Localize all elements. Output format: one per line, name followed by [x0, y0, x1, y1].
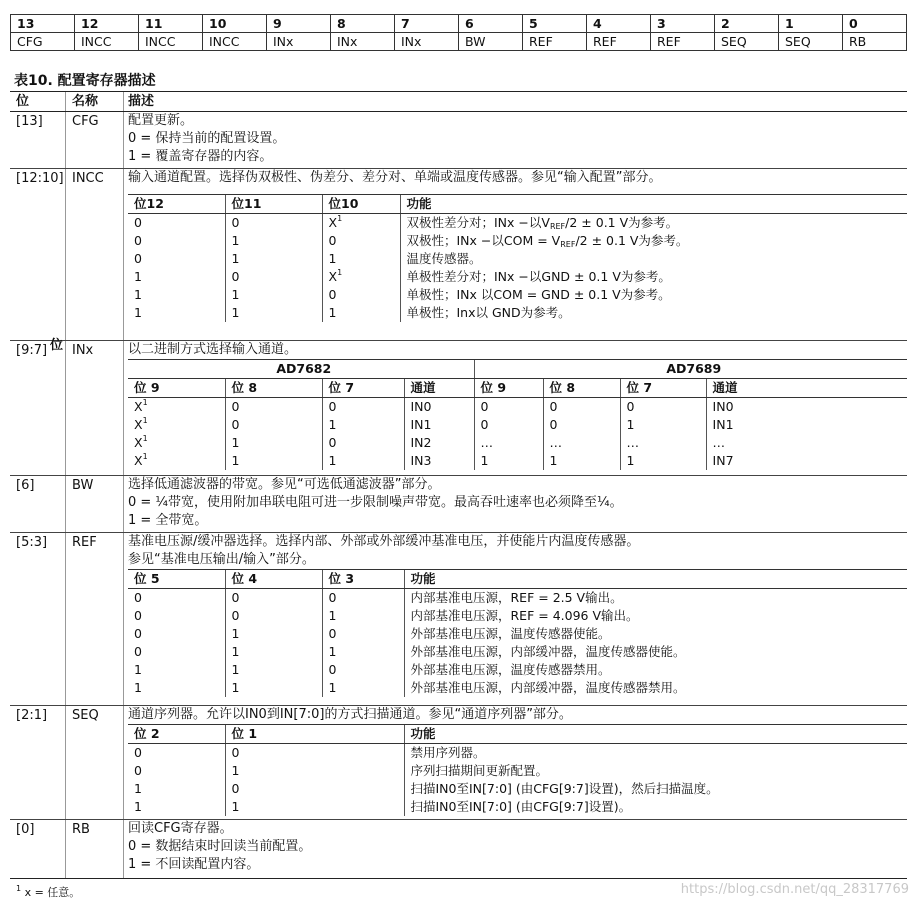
column-header-name: 名称	[66, 92, 124, 111]
name-cell: RB	[66, 820, 124, 878]
function-text: 单极性；Inx以 GND为参考。	[406, 305, 571, 320]
description-cell	[124, 820, 907, 878]
description-cell	[124, 706, 907, 819]
subtable-row	[128, 589, 907, 608]
cell-value: 0	[231, 269, 240, 284]
subtable-header: 通道	[706, 379, 907, 398]
subtable-cell: 1	[225, 798, 404, 816]
subtable-cell	[543, 452, 620, 470]
footnote-text: x = 任意。	[21, 886, 81, 899]
subtable-cell	[474, 434, 543, 452]
subtable-cell	[543, 416, 620, 434]
subtable-header: 功能	[400, 195, 907, 214]
function-text: 双极性；INx −以COM = V	[406, 233, 561, 248]
cell-value: 1	[328, 453, 337, 468]
description-line: 通道序列器。允许以IN0到IN[7:0]的方式扫描通道。参见“通道序列器”部分。	[128, 707, 572, 722]
bit-number-cell: 13	[11, 15, 75, 33]
subtable-cell: 0	[134, 626, 142, 641]
function-cell	[400, 250, 907, 268]
subtable-header: 位 9	[474, 379, 543, 398]
function-cell	[400, 304, 907, 322]
subtable-cell: 1	[225, 643, 322, 661]
cell-value: 0	[626, 399, 635, 414]
subtable-header: 位 1	[225, 725, 404, 744]
column-header-description: 描述	[128, 94, 155, 109]
cell-value: 1	[231, 251, 240, 266]
subtable-cell	[128, 268, 225, 286]
subtable-row	[128, 268, 907, 286]
cell-value: 0	[231, 215, 240, 230]
subtable-row	[128, 679, 907, 697]
table-row-cfg	[10, 112, 907, 169]
subtable-cell	[322, 452, 404, 470]
subtable-cell	[404, 452, 474, 470]
subtable-cell: 内部基准电压源，REF = 2.5 V输出。	[404, 589, 907, 608]
function-text: 温度传感器。	[406, 251, 482, 266]
function-cell	[400, 286, 907, 304]
cell-value: IN0	[712, 399, 734, 414]
cell-value: 0	[134, 215, 142, 230]
bit-cell: [2:1]	[10, 706, 66, 819]
subtable-header: 位10	[322, 195, 400, 214]
subtable-cell: 外部基准电压源，温度传感器使能。	[404, 625, 907, 643]
subtable-cell: 扫描IN0至IN[7:0] (由CFG[9:7]设置)，然后扫描温度。	[404, 780, 907, 798]
subtable-row	[128, 214, 907, 233]
subtable-cell	[474, 452, 543, 470]
cell-value: 1	[328, 417, 337, 432]
footnote-mark: 1	[142, 398, 148, 407]
description-cell	[124, 169, 907, 340]
subtable-cell: 扫描IN0至IN[7:0] (由CFG[9:7]设置)。	[404, 798, 907, 816]
bit-name-cell: INx	[267, 33, 331, 51]
subtable-cell	[322, 434, 404, 452]
subtable-row	[128, 661, 907, 679]
subtable-cell: 1	[322, 607, 404, 625]
cell-value: 1	[231, 287, 240, 302]
bit-cell: [0]	[10, 820, 66, 878]
bit-number-cell: 2	[715, 15, 779, 33]
cell-value: 0	[328, 399, 337, 414]
subtable-cell: 1	[134, 781, 142, 796]
subtable-cell	[128, 398, 225, 417]
subtable-cell	[225, 398, 322, 417]
footnote-mark: 1	[142, 434, 148, 443]
subtable-header: 位 8	[543, 379, 620, 398]
subtable-cell	[128, 232, 225, 250]
subtable-cell	[128, 304, 225, 322]
subtable-cell	[404, 416, 474, 434]
subtable-cell	[543, 398, 620, 417]
incc-subtable	[128, 194, 907, 322]
subtable-cell: 1	[225, 762, 404, 780]
table-row-incc	[10, 169, 907, 341]
subtable-row	[128, 416, 907, 434]
cell-value: 0	[134, 251, 142, 266]
bit-name-cell: INCC	[203, 33, 267, 51]
bit-name-cell: BW	[459, 33, 523, 51]
cell-value: IN1	[410, 417, 432, 432]
subtable-cell	[322, 286, 400, 304]
subtable-cell: 0	[225, 589, 322, 608]
subtable-cell	[620, 434, 706, 452]
bit-number-cell: 8	[331, 15, 395, 33]
subtable-cell	[225, 304, 322, 322]
subtable-cell	[706, 434, 907, 452]
config-register-table	[10, 91, 907, 879]
subtable-cell: 1	[134, 680, 142, 695]
ref-subtable	[128, 569, 907, 697]
name-cell: CFG	[66, 112, 124, 168]
description-cell	[124, 112, 907, 168]
subtable-cell: 0	[225, 780, 404, 798]
subtable-cell	[128, 452, 225, 470]
subtable-cell	[404, 434, 474, 452]
cell-value: 1	[626, 453, 635, 468]
bit-name-cell: SEQ	[779, 33, 843, 51]
cell-value: 1	[231, 305, 240, 320]
cell-value: X	[134, 453, 143, 468]
subtable-cell: 外部基准电压源，温度传感器禁用。	[404, 661, 907, 679]
subtable-cell	[322, 250, 400, 268]
subtable-cell	[225, 452, 322, 470]
subtable-cell: 0	[225, 607, 322, 625]
bit-name-cell: REF	[587, 33, 651, 51]
bit-number-cell: 3	[651, 15, 715, 33]
name-cell: REF	[66, 533, 124, 705]
subtable-cell: 1	[322, 679, 404, 697]
description-line: 选择低通滤波器的带宽。参见“可选低通滤波器”部分。	[128, 477, 441, 492]
ref-subscript: REF	[560, 240, 576, 249]
bit-cell: [6]	[10, 476, 66, 532]
subtable-cell	[128, 416, 225, 434]
subtable-row	[128, 625, 907, 643]
cell-value: 0	[134, 233, 142, 248]
cell-value: 0	[328, 435, 337, 450]
subtable-cell	[225, 232, 322, 250]
subtable-cell	[128, 250, 225, 268]
subtable-cell	[128, 434, 225, 452]
ref-subscript: REF	[549, 222, 566, 231]
footnote-mark: 1	[337, 214, 343, 223]
subtable-cell	[225, 434, 322, 452]
subtable-header-row	[128, 570, 907, 589]
function-text: 单极性；INx 以COM = GND ± 0.1 V为参考。	[406, 287, 671, 302]
subtable-cell	[620, 452, 706, 470]
description-line: 回读CFG寄存器。	[128, 821, 233, 836]
subtable-header-row	[128, 725, 907, 744]
subtable-row	[128, 434, 907, 452]
name-cell: SEQ	[66, 706, 124, 819]
subtable-cell	[225, 214, 322, 233]
table-row-rb	[10, 820, 907, 879]
name-cell: INx	[66, 341, 124, 475]
subtable-cell	[322, 416, 404, 434]
subtable-cell	[225, 250, 322, 268]
footnote-mark: 1	[142, 452, 148, 461]
subtable-cell: 外部基准电压源，内部缓冲器，温度传感器使能。	[404, 643, 907, 661]
bit-header-table	[10, 14, 907, 51]
cell-value: 0	[549, 399, 558, 414]
bit-cell: [5:3]	[10, 533, 66, 705]
subtable-cell: 0	[134, 608, 142, 623]
cell-value: 1	[134, 287, 142, 302]
stray-bit-label: 位	[50, 338, 64, 353]
cell-value: IN0	[410, 399, 432, 414]
cell-value: …	[626, 435, 640, 450]
subtable-cell: 1	[322, 643, 404, 661]
subtable-cell: 内部基准电压源，REF = 4.096 V输出。	[404, 607, 907, 625]
cell-value: IN2	[410, 435, 432, 450]
description-line: 1 = 覆盖寄存器的内容。	[128, 149, 273, 164]
bit-number-cell: 11	[139, 15, 203, 33]
bit-name-cell: RB	[843, 33, 907, 51]
subtable-cell	[322, 232, 400, 250]
subtable-cell	[322, 398, 404, 417]
subtable-row	[128, 304, 907, 322]
function-text: 单极性差分对；INx −以GND ± 0.1 V为参考。	[406, 269, 671, 284]
subtable-cell: 1	[134, 662, 142, 677]
subtable-header: 位 4	[225, 570, 322, 589]
seq-subtable	[128, 724, 907, 816]
bit-name-cell: INx	[395, 33, 459, 51]
subtable-cell: 0	[134, 590, 142, 605]
subtable-cell: 禁用序列器。	[404, 744, 907, 763]
function-text: 双极性差分对；INx −以V	[406, 215, 550, 230]
description-line: 0 = 数据结束时回读当前配置。	[128, 839, 312, 854]
footnote-mark: 1	[16, 884, 22, 893]
bit-name-cell: INCC	[75, 33, 139, 51]
bit-number-cell: 12	[75, 15, 139, 33]
subtable-row	[128, 798, 907, 816]
bit-number-cell: 10	[203, 15, 267, 33]
cell-value: 0	[328, 233, 337, 248]
table-row-bw	[10, 476, 907, 533]
cell-value: IN7	[712, 453, 734, 468]
description-line: 0 = ¼带宽，使用附加串联电阻可进一步限制噪声带宽。最高吞吐速率也必须降至¼。	[128, 495, 623, 510]
subtable-cell	[322, 304, 400, 322]
function-cell	[400, 214, 907, 233]
subtable-header: 位11	[225, 195, 322, 214]
subtable-cell	[404, 398, 474, 417]
subtable-cell	[706, 416, 907, 434]
bit-name-cell: CFG	[11, 33, 75, 51]
watermark: https://blog.csdn.net/qq_28317769	[680, 882, 909, 897]
description-line: 1 = 不回读配置内容。	[128, 857, 260, 872]
cell-value: 1	[480, 453, 489, 468]
cell-value: X	[134, 399, 143, 414]
bit-name-cell: INCC	[139, 33, 203, 51]
subtable-header: 位 3	[322, 570, 404, 589]
group-header-ad7689: AD7689	[474, 360, 907, 379]
function-text: /2 ± 0.1 V为参考。	[575, 233, 689, 248]
subtable-cell: 1	[134, 799, 142, 814]
subtable-header: 位 7	[322, 379, 404, 398]
cell-value: 1	[549, 453, 558, 468]
footnote-mark: 1	[142, 416, 148, 425]
subtable-row	[128, 452, 907, 470]
subtable-group-row	[128, 360, 907, 379]
description-line: 以二进制方式选择输入通道。	[128, 342, 298, 357]
subtable-cell	[225, 268, 322, 286]
bit-number-cell: 4	[587, 15, 651, 33]
function-cell	[400, 268, 907, 286]
subtable-cell: 0	[134, 644, 142, 659]
description-line: 基准电压源/缓冲器选择。选择内部、外部或外部缓冲基准电压，并使能片内温度传感器。	[128, 534, 640, 549]
subtable-header-row	[128, 379, 907, 398]
function-cell	[400, 232, 907, 250]
subtable-cell: 0	[322, 589, 404, 608]
subtable-cell: 外部基准电压源，内部缓冲器，温度传感器禁用。	[404, 679, 907, 697]
subtable-row	[128, 286, 907, 304]
subtable-cell	[322, 268, 400, 286]
cell-value: X	[134, 417, 143, 432]
cell-value: 1	[328, 251, 337, 266]
cell-value: 0	[549, 417, 558, 432]
cell-value: …	[712, 435, 726, 450]
bit-number-cell: 0	[843, 15, 907, 33]
subtable-cell	[225, 286, 322, 304]
subtable-cell: 0	[322, 661, 404, 679]
subtable-cell	[128, 286, 225, 304]
table-title: 表10. 配置寄存器描述	[14, 73, 156, 89]
footnote	[16, 884, 80, 900]
description-line: 参见“基准电压输出/输入”部分。	[128, 552, 315, 567]
bit-name-row	[11, 33, 907, 51]
description-line: 输入通道配置。选择伪双极性、伪差分、差分对、单端或温度传感器。参见“输入配置”部分。	[128, 170, 662, 185]
subtable-cell	[706, 398, 907, 417]
cell-value: 0	[480, 399, 489, 414]
cell-value: 1	[231, 233, 240, 248]
subtable-header: 位 7	[620, 379, 706, 398]
subtable-cell	[620, 416, 706, 434]
name-cell: BW	[66, 476, 124, 532]
cell-value: 0	[328, 287, 337, 302]
description-line: 0 = 保持当前的配置设置。	[128, 131, 286, 146]
cell-value: 0	[231, 417, 240, 432]
cell-value: 1	[626, 417, 635, 432]
subtable-cell: 0	[225, 744, 404, 763]
bit-number-cell: 5	[523, 15, 587, 33]
subtable-header-row	[128, 195, 907, 214]
subtable-header: 位 8	[225, 379, 322, 398]
bit-number-cell: 1	[779, 15, 843, 33]
subtable-cell	[620, 398, 706, 417]
bit-name-cell: SEQ	[715, 33, 779, 51]
description-cell	[124, 341, 907, 475]
cell-value: 1	[231, 453, 240, 468]
bit-cell: [13]	[10, 112, 66, 168]
cell-value: 1	[134, 269, 142, 284]
subtable-header: 通道	[404, 379, 474, 398]
table-row-inx	[10, 341, 907, 476]
subtable-header: 位12	[128, 195, 225, 214]
bit-number-cell: 9	[267, 15, 331, 33]
subtable-cell	[225, 416, 322, 434]
description-line: 1 = 全带宽。	[128, 513, 208, 528]
subtable-row	[128, 762, 907, 780]
subtable-cell: 序列扫描期间更新配置。	[404, 762, 907, 780]
subtable-cell: 1	[225, 679, 322, 697]
subtable-cell	[128, 214, 225, 233]
subtable-row	[128, 232, 907, 250]
subtable-row	[128, 607, 907, 625]
subtable-header: 位 5	[128, 570, 225, 589]
subtable-cell	[474, 416, 543, 434]
cell-value: X	[328, 215, 338, 230]
footnote-mark: 1	[337, 268, 343, 277]
cell-value: 1	[328, 305, 337, 320]
bit-number-cell: 6	[459, 15, 523, 33]
bit-name-cell: REF	[523, 33, 587, 51]
bit-name-cell: INx	[331, 33, 395, 51]
inx-subtable	[128, 359, 907, 470]
subtable-row	[128, 643, 907, 661]
column-header-bit: 位	[10, 92, 66, 111]
subtable-cell: 0	[322, 625, 404, 643]
cell-value: 1	[231, 435, 240, 450]
description-line: 配置更新。	[128, 113, 194, 128]
subtable-row	[128, 780, 907, 798]
subtable-row	[128, 398, 907, 417]
subtable-cell	[543, 434, 620, 452]
bit-number-cell: 7	[395, 15, 459, 33]
name-cell: INCC	[66, 169, 124, 340]
cell-value: …	[480, 435, 494, 450]
table-header-row	[10, 91, 907, 112]
bit-name-cell: REF	[651, 33, 715, 51]
subtable-header: 位 2	[128, 725, 225, 744]
description-cell	[124, 476, 907, 532]
subtable-header: 功能	[404, 725, 907, 744]
bit-cell: [9:7]	[10, 341, 66, 475]
table-row-ref	[10, 533, 907, 706]
cell-value: …	[549, 435, 563, 450]
subtable-cell	[322, 214, 400, 233]
cell-value: X	[328, 269, 338, 284]
subtable-cell	[474, 398, 543, 417]
description-cell	[124, 533, 907, 705]
subtable-cell: 1	[225, 661, 322, 679]
bit-number-row	[11, 15, 907, 33]
cell-value: IN3	[410, 453, 432, 468]
subtable-header: 功能	[404, 570, 907, 589]
cell-value: IN1	[712, 417, 734, 432]
function-text: /2 ± 0.1 V为参考。	[565, 215, 679, 230]
cell-value: X	[134, 435, 143, 450]
cell-value: 0	[480, 417, 489, 432]
subtable-row	[128, 744, 907, 763]
subtable-cell	[706, 452, 907, 470]
group-header-ad7682: AD7682	[128, 360, 474, 379]
subtable-header: 位 9	[128, 379, 225, 398]
subtable-cell: 0	[134, 763, 142, 778]
cell-value: 0	[231, 399, 240, 414]
cell-value: 1	[134, 305, 142, 320]
subtable-cell: 1	[225, 625, 322, 643]
table-row-seq	[10, 706, 907, 820]
subtable-cell: 0	[134, 745, 142, 760]
subtable-row	[128, 250, 907, 268]
bit-cell: [12:10]	[10, 169, 66, 340]
